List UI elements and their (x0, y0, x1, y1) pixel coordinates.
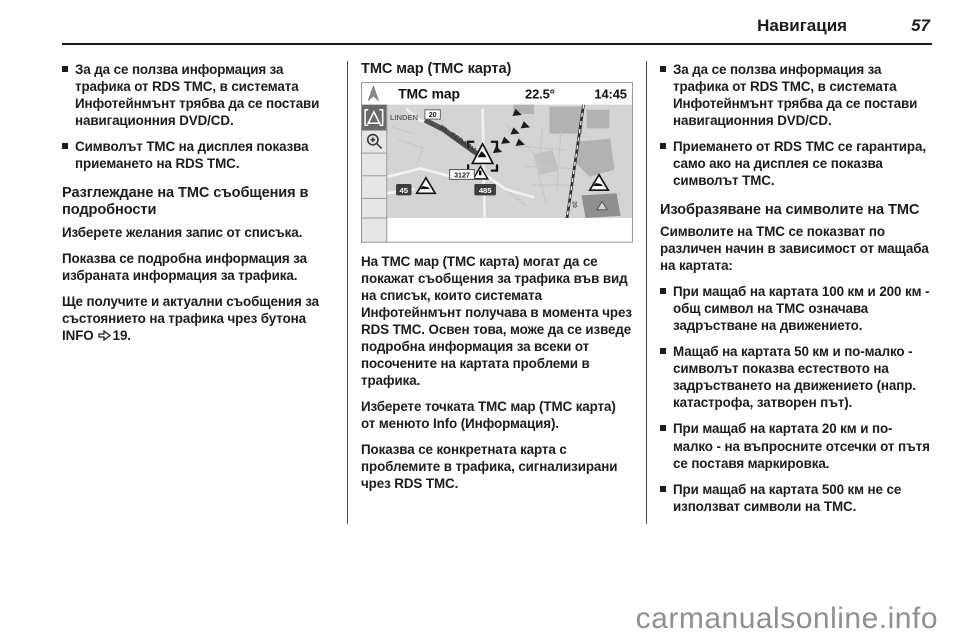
section-heading: TMC мар (TMC карта) (361, 61, 512, 77)
header-rule (62, 43, 932, 45)
cross-reference (94, 328, 131, 343)
cross-reference-page: 19. (112, 327, 131, 343)
page-number: 57 (911, 16, 930, 35)
road-vertical-label: 20 (570, 200, 579, 209)
map-temperature: 22.5° (525, 86, 555, 102)
list-item-text: Приемането от RDS TMC се гарантира, само ако на дисплея се показва символът TMC. (673, 139, 926, 189)
bullet-square-icon (62, 66, 68, 72)
map-time: 14:45 (594, 86, 627, 102)
list-item-text: За да се ползва информация за трафика от RDS TMC, в системата Инфотейнмънт трябва да се постави навигационния DVD/CD. (75, 62, 320, 129)
list-item-text: При мащаб на картата 100 км и 200 км - общ символ на TMC означава задръстване на движението. (673, 284, 930, 334)
instruction-text: Изберете желания запис от списъка. (62, 224, 303, 240)
body-text: Показва се подробна информация за избраната информация за трафика. (62, 250, 307, 283)
road-badge: 20 (428, 110, 437, 120)
list-item-text: При мащаб на картата 20 км и по-малко - на въпросните отсечки от пътя се поставя маркировка. (673, 421, 930, 471)
place-label: LINDEN (389, 113, 418, 123)
list-item (62, 61, 334, 129)
tmc-map-screenshot (361, 82, 633, 243)
bullet-square-icon (660, 486, 666, 492)
list-item (660, 138, 932, 189)
road-badge: 485 (478, 185, 492, 195)
instruction-text: Изберете точката TMC мар (TMC карта) от менюто Info (Информация). (361, 399, 616, 432)
street-label: KL. EEBACH (438, 124, 477, 155)
list-item-text: За да се ползва информация за трафика от RDS TMC, в системата Инфотейнмънт трябва да се постави навигационния DVD/CD. (673, 62, 918, 129)
road-badge: 45 (399, 185, 408, 195)
bullet-square-icon (660, 66, 666, 72)
bullet-square-icon (660, 288, 666, 294)
list-item (660, 343, 932, 411)
list-item (660, 420, 932, 471)
page-header (0, 0, 960, 36)
bullet-square-icon (660, 348, 666, 354)
list-item-text: Мащаб на картата 50 км и по-малко - символът показва естеството на задръстването на движението (напр. катастрофа, затворен път). (673, 344, 916, 411)
bullet-square-icon (660, 425, 666, 431)
cross-reference-arrow-icon (98, 330, 111, 341)
list-item (660, 481, 932, 515)
column-middle (347, 61, 647, 524)
section-heading: Изобразяване на символите на TMC (660, 202, 920, 219)
body-text: Показва се конкретната карта с проблемите в трафика, сигнализирани чрез RDS TMC. (361, 442, 618, 492)
bullet-square-icon (62, 143, 68, 149)
bullet-square-icon (660, 143, 666, 149)
body-text: Символите на TMC се показват по различен начин в зависимост от мащаба на картата: (660, 224, 929, 274)
map-title: TMC map (398, 85, 460, 102)
list-item (660, 283, 932, 334)
body-text: На TMC мар (TMC карта) могат да се покажат съобщения за трафика във вид на списък, които системата Инфотейнмънт получава в момента чрез RDS TMC. Освен това, може да се изведе подробна информация за всеки от посочените на картата проблеми в трафика. (361, 253, 632, 389)
map-sidebar (361, 105, 387, 243)
watermark: carmanualsonline.info (635, 602, 938, 635)
list-item (660, 61, 932, 129)
body-text: Ще получите и актуални съобщения за състоянието на трафика чрез бутона INFO 19. (62, 293, 320, 343)
list-item-text: Символът TMC на дисплея показва приемането на RDS TMC. (75, 139, 309, 172)
road-badge: 3127 (454, 170, 470, 180)
column-right (647, 61, 932, 524)
chapter-title: Навигация (757, 16, 848, 35)
content-columns (62, 61, 932, 524)
list-item (62, 138, 334, 172)
section-heading: Разглеждане на TMC съобщения в подробности (62, 185, 309, 219)
column-left (62, 61, 347, 524)
list-item-text: При мащаб на картата 500 км не се използват символи на TMC. (673, 481, 902, 514)
